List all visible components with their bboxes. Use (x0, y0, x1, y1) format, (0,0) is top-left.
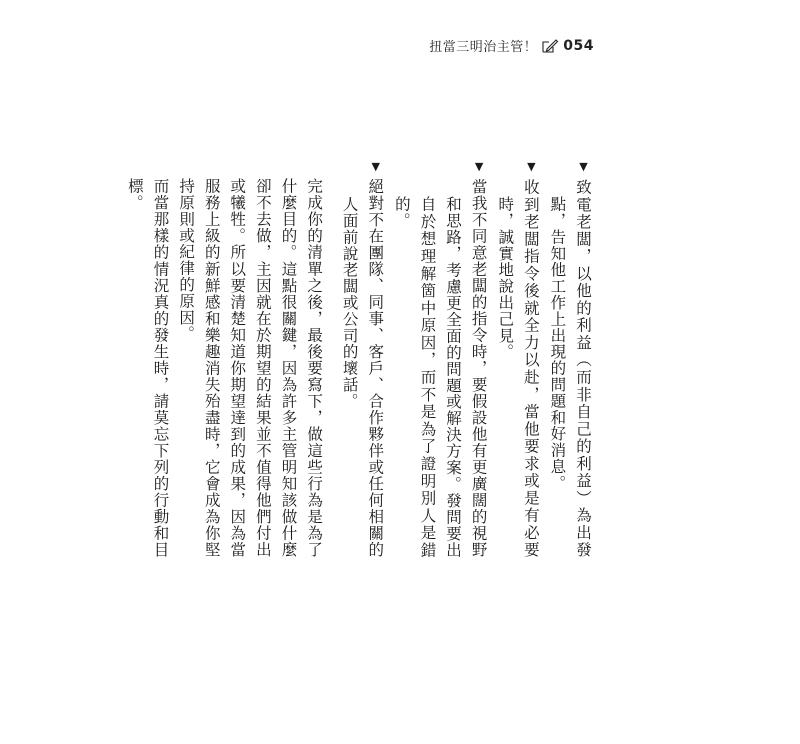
bullet-text: 絕對不在團隊、同事、客戶、合作夥伴或任何相關的人面前說老闆或公司的壞話。 (340, 178, 385, 558)
bullet-text: 致電老闆，以他的利益（而非自己的利益）為出發點，告知他工作上出現的問題和好消息。 (548, 178, 592, 558)
running-header (429, 36, 594, 55)
bullet-item: ▼收到老闆指令後就全力以赴，當他要求或是有必要時，誠實地說出己見。 (496, 160, 540, 558)
header-title: 扭當三明治主管！ (429, 40, 538, 55)
bullet-text: 當我不同意老闆的指令時，要假設他有更廣闊的視野和思路，考慮更全面的問題或解決方案。發問要出自於想理解箇中原因，而不是為了證明別人是錯的。 (392, 178, 488, 558)
body-paragraph: 完成你的清單之後，最後要寫下，做這些行為是為了什麼目的。這點很關鍵，因為許多主管明知該做什麼卻不去做，主因就在於期望的結果並不值得他們付出或犧牲。所以要清楚知道你期望達到的成果，因為當服務上級的新鮮感和樂趣消失殆盡時，它會成為你堅持原則或紀律的原因。 (177, 178, 324, 558)
pencil-note-icon (541, 38, 559, 54)
bullet-text: 收到老闆指令後就全力以赴，當他要求或是有必要時，誠實地說出己見。 (496, 178, 540, 558)
bullet-item: ▼致電老闆，以他的利益（而非自己的利益）為出發點，告知他工作上出現的問題和好消息。 (548, 160, 592, 558)
body-paragraph: 而當那樣的情況真的發生時，請莫忘下列的行動和目標。 (125, 178, 170, 558)
bullet-item: ▼絕對不在團隊、同事、客戶、合作夥伴或任何相關的人面前說老闆或公司的壞話。 (340, 160, 385, 558)
bullet-item: ▼當我不同意老闆的指令時，要假設他有更廣闊的視野和思路，考慮更全面的問題或解決方案。發問要出自於想理解箇中原因，而不是為了證明別人是錯的。 (392, 160, 488, 558)
page-number: 054 (563, 37, 594, 54)
body-text (125, 160, 596, 558)
